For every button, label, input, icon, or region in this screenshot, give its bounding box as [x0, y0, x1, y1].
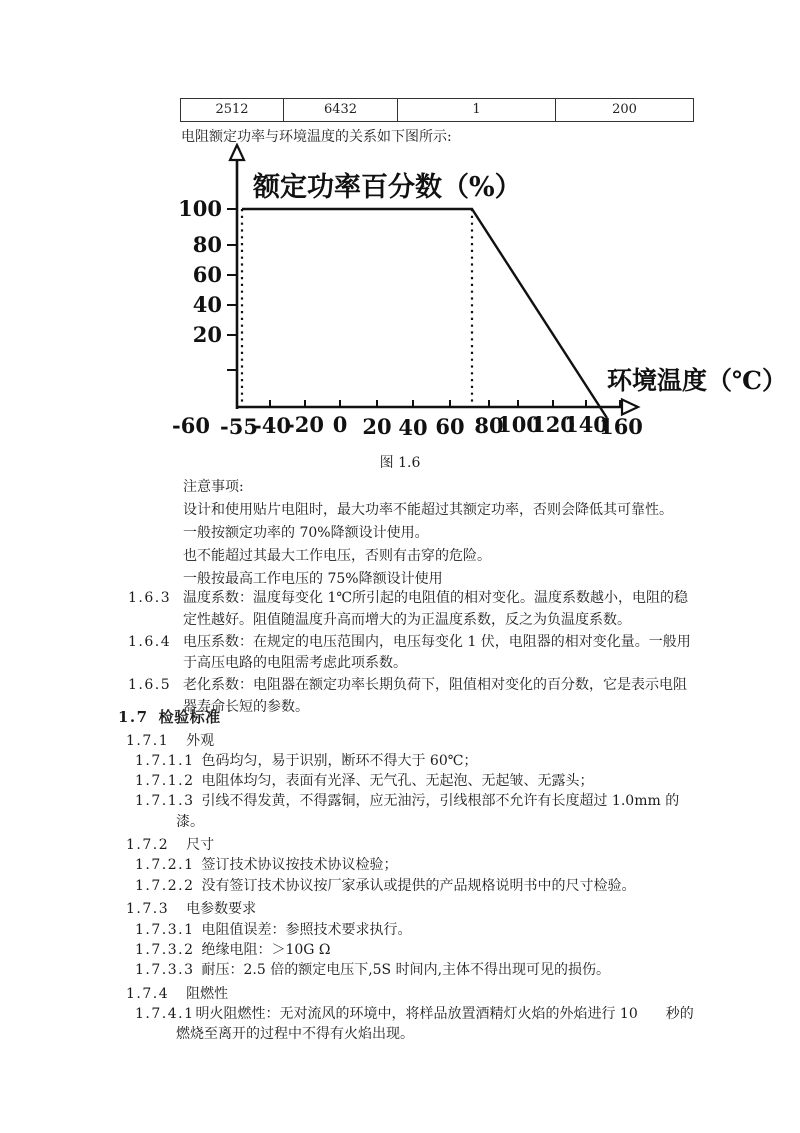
item-title: 电参数要求 — [186, 901, 257, 918]
item-number: 1.6.5 — [128, 677, 172, 693]
y-tick-label: 80 — [192, 232, 222, 257]
x-tick-label: 60 — [435, 414, 465, 439]
x-tick-label: -40 — [253, 413, 291, 438]
item-number: 1.6.4 — [128, 633, 172, 650]
section-number: 1.7 — [118, 708, 149, 726]
item-text: 明火阻燃性：无对流风的环境中，将样品放置酒精灯火焰的外焰进行 10 秒的燃烧至离开的过程中不得有火焰出现。 — [176, 1005, 694, 1043]
item-number: 1.7.1.1 — [135, 752, 195, 769]
notes-block — [183, 476, 693, 591]
item-text: 绝缘电阻：＞10G Ω — [201, 941, 331, 958]
definition-item — [128, 588, 694, 631]
section-title: 检验标准 — [158, 708, 221, 726]
item-number: 1.7.4.1 — [135, 1005, 195, 1022]
item-number: 1.7.4 — [126, 985, 170, 1002]
figure-caption: 图 1.6 — [379, 455, 421, 471]
item-text: 色码均匀，易于识别，断环不得大于 60℃； — [201, 752, 478, 769]
item-number: 1.7.2.1 — [135, 857, 195, 874]
x-tick-label: 80 — [474, 413, 504, 438]
x-tick-label: -20 — [286, 412, 324, 437]
item-number: 1.7.3.1 — [135, 921, 195, 938]
derating-chart — [118, 143, 790, 449]
item-text: 签订技术协议按技术协议检验； — [201, 857, 398, 874]
inspection-item — [118, 940, 696, 960]
y-ticks — [227, 209, 237, 370]
item-number: 1.7.3 — [126, 901, 170, 918]
item-text: 电压系数：在规定的电压范围内，电压每变化 1 伏，电阻器的相对变化量。一般用于高压电路的电阻需考虑此项系数。 — [183, 633, 691, 671]
y-axis-arrow-icon — [230, 145, 244, 160]
x-tick-label: -55 — [220, 414, 258, 439]
derating-chart-svg — [118, 143, 790, 449]
subsection-heading — [118, 835, 696, 855]
item-number: 1.6.3 — [128, 590, 172, 606]
intro-text: 电阻额定功率与环境温度的关系如下图所示: — [181, 129, 452, 145]
x-tick-label: 40 — [398, 415, 428, 440]
item-text: 温度系数：温度每变化 1℃所引起的电阻值的相对变化。温度系数越小，电阻的稳定性越好。阻值随温度升高而增大的为正温度系数，反之为负温度系数。 — [183, 590, 689, 628]
item-title: 尺寸 — [186, 837, 215, 854]
subsection-heading — [118, 984, 696, 1004]
note-line: 一般按额定功率的 70%降额设计使用。 — [183, 525, 429, 541]
item-text: 没有签订技术协议按厂家承认或提供的产品规格说明书中的尺寸检验。 — [201, 877, 636, 894]
item-text: 老化系数：电阻器在额定功率长期负荷下，阻值相对变化的百分数，它是表示电阻器寿命长短的参数。 — [183, 677, 687, 715]
item-number: 1.7.1.3 — [135, 793, 195, 810]
item-text: 引线不得发黄，不得露铜，应无油污，引线根部不允许有长度超过 1.0mm 的漆。 — [176, 793, 680, 830]
definition-item — [128, 632, 694, 675]
inspection-item — [118, 920, 696, 940]
section-heading — [118, 707, 696, 727]
inspection-item — [118, 1004, 696, 1044]
table-cell: 6432 — [284, 99, 398, 121]
y-tick-label: 60 — [192, 262, 222, 287]
x-tick-label: -60 — [172, 413, 210, 438]
y-tick-label: 20 — [192, 322, 222, 347]
item-number: 1.7.1.2 — [135, 773, 195, 790]
item-number: 1.7.2 — [126, 837, 170, 854]
table-cell: 200 — [556, 99, 694, 121]
y-tick-label: 40 — [192, 292, 222, 317]
y-tick-label: 100 — [178, 196, 222, 221]
item-text: 耐压：2.5 倍的额定电压下,5S 时间内,主体不得出现可见的损伤。 — [201, 961, 611, 978]
x-axis-title: 环境温度（℃） — [607, 366, 787, 395]
item-number: 1.7.1 — [126, 732, 170, 749]
x-tick-label: 20 — [362, 414, 392, 439]
table-cell: 1 — [398, 99, 556, 121]
note-line: 一般按最高工作电压的 75%降额设计使用 — [183, 571, 443, 587]
inspection-item — [118, 771, 696, 791]
note-line: 设计和使用贴片电阻时，最大功率不能超过其额定功率，否则会降低其可靠性。 — [183, 502, 673, 518]
inspection-item — [118, 960, 696, 980]
y-tick-labels — [178, 196, 222, 347]
inspection-item — [118, 876, 696, 896]
inspection-section — [118, 707, 696, 1044]
subsection-heading — [118, 899, 696, 919]
note-line: 也不能超过其最大工作电压，否则有击穿的危险。 — [183, 548, 491, 564]
x-axis-arrow-icon — [622, 400, 638, 415]
x-tick-label: 140 — [564, 412, 608, 437]
subsection-heading — [118, 731, 696, 751]
x-tick-label: 120 — [531, 412, 575, 437]
inspection-item — [118, 791, 696, 831]
notes-heading: 注意事项: — [183, 479, 244, 495]
x-tick-labels — [172, 412, 643, 440]
chart-title: 额定功率百分数（%） — [253, 172, 522, 203]
item-number: 1.7.3.3 — [135, 961, 195, 978]
item-text: 电阻体均匀，表面有光泽、无气孔、无起泡、无起皱、无露头； — [201, 773, 594, 790]
x-tick-label: 0 — [332, 412, 348, 437]
table-cell: 2512 — [181, 99, 284, 121]
item-number: 1.7.2.2 — [135, 877, 195, 894]
item-title: 外观 — [186, 732, 215, 749]
item-number: 1.7.3.2 — [135, 941, 195, 958]
spec-table-row — [180, 98, 694, 122]
derating-curve — [242, 209, 607, 418]
x-tick-label: 160 — [599, 414, 643, 439]
item-title: 阻燃性 — [186, 985, 229, 1002]
x-tick-label: 100 — [497, 412, 541, 437]
inspection-item — [118, 855, 696, 875]
inspection-item — [118, 751, 696, 771]
definitions-block — [128, 588, 694, 719]
item-text: 电阻值误差：参照技术要求执行。 — [201, 921, 412, 938]
